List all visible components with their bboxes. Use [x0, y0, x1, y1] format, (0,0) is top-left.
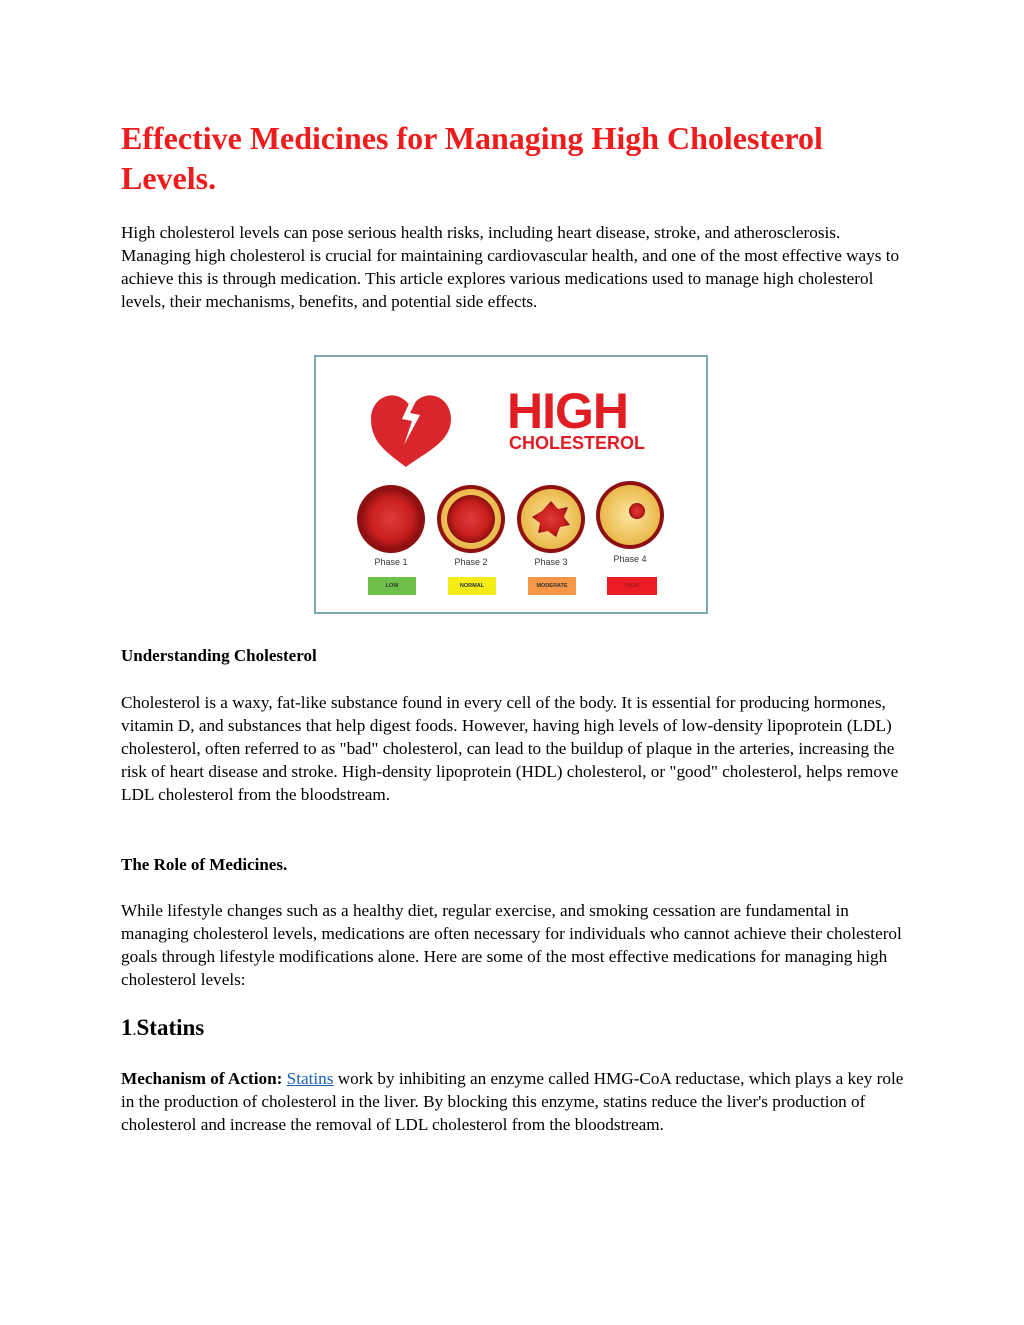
level-badge-moderate: MODERATE	[528, 577, 576, 595]
level-badge-low: LOW	[368, 577, 416, 595]
role-paragraph: While lifestyle changes such as a healthy diet, regular exercise, and smoking cessation are fundamental in managing cholesterol levels, medications are often necessary for individuals who cannot achieve their cholesterol goals through lifestyle modifications alone. Here are some of the most effective medications for managing high cholesterol levels:	[121, 901, 902, 989]
illustration-headline: HIGH	[507, 383, 628, 439]
statins-paragraph	[121, 1067, 911, 1136]
phase-label: Phase 4	[613, 554, 647, 564]
level-badge-normal: NORMAL	[448, 577, 496, 595]
section-heading-understanding: Understanding Cholesterol	[121, 646, 317, 665]
illustration-subheadline: CHOLESTEROL	[509, 433, 646, 453]
mechanism-label: Mechanism of Action:	[121, 1069, 283, 1088]
statins-link[interactable]: Statins	[286, 1069, 334, 1088]
artery-phase-3-icon	[517, 485, 585, 553]
intro-paragraph: High cholesterol levels can pose serious health risks, including heart disease, stroke, and atherosclerosis. Managing high cholesterol is crucial for maintaining cardiovascular health, and one of the most effective ways to achieve this is through medication. This article explores various medications used to manage high cholesterol levels, their mechanisms, benefits, and potential side effects.	[121, 223, 900, 311]
page-title: Effective Medicines for Managing High Cholesterol Levels.	[121, 120, 823, 196]
phase-label: Phase 2	[454, 557, 488, 567]
artery-phase-4-icon	[596, 481, 664, 549]
section-heading-statins: 1.Statins	[121, 1015, 205, 1040]
broken-heart-icon	[371, 395, 451, 467]
section-number: 1	[121, 1015, 133, 1040]
high-cholesterol-illustration	[314, 355, 708, 614]
understanding-paragraph: Cholesterol is a waxy, fat-like substance found in every cell of the body. It is essential for producing hormones, vitamin D, and substances that help digest foods. However, having high levels of low-density lipoprotein (LDL) cholesterol, often referred to as "bad" cholesterol, can lead to the buildup of plaque in the arteries, increasing the risk of heart disease and stroke. High-density lipoprotein (HDL) cholesterol, or "good" cholesterol, helps remove LDL cholesterol from the bloodstream.	[121, 693, 899, 804]
artery-phase-2-icon	[437, 485, 505, 553]
phase-label: Phase 3	[534, 557, 568, 567]
section-heading-role: The Role of Medicines.	[121, 855, 288, 874]
statins-body: work by inhibiting an enzyme called HMG-CoA reductase, which plays a key role in the production of cholesterol in the liver. By blocking this enzyme, statins reduce the liver's production of cholesterol and increase the removal of LDL cholesterol from the bloodstream.	[121, 1069, 904, 1134]
section-title: Statins	[136, 1015, 205, 1040]
artery-phase-1-icon	[357, 485, 425, 553]
phase-label: Phase 1	[374, 557, 408, 567]
level-badge-high: HIGH	[607, 577, 657, 595]
